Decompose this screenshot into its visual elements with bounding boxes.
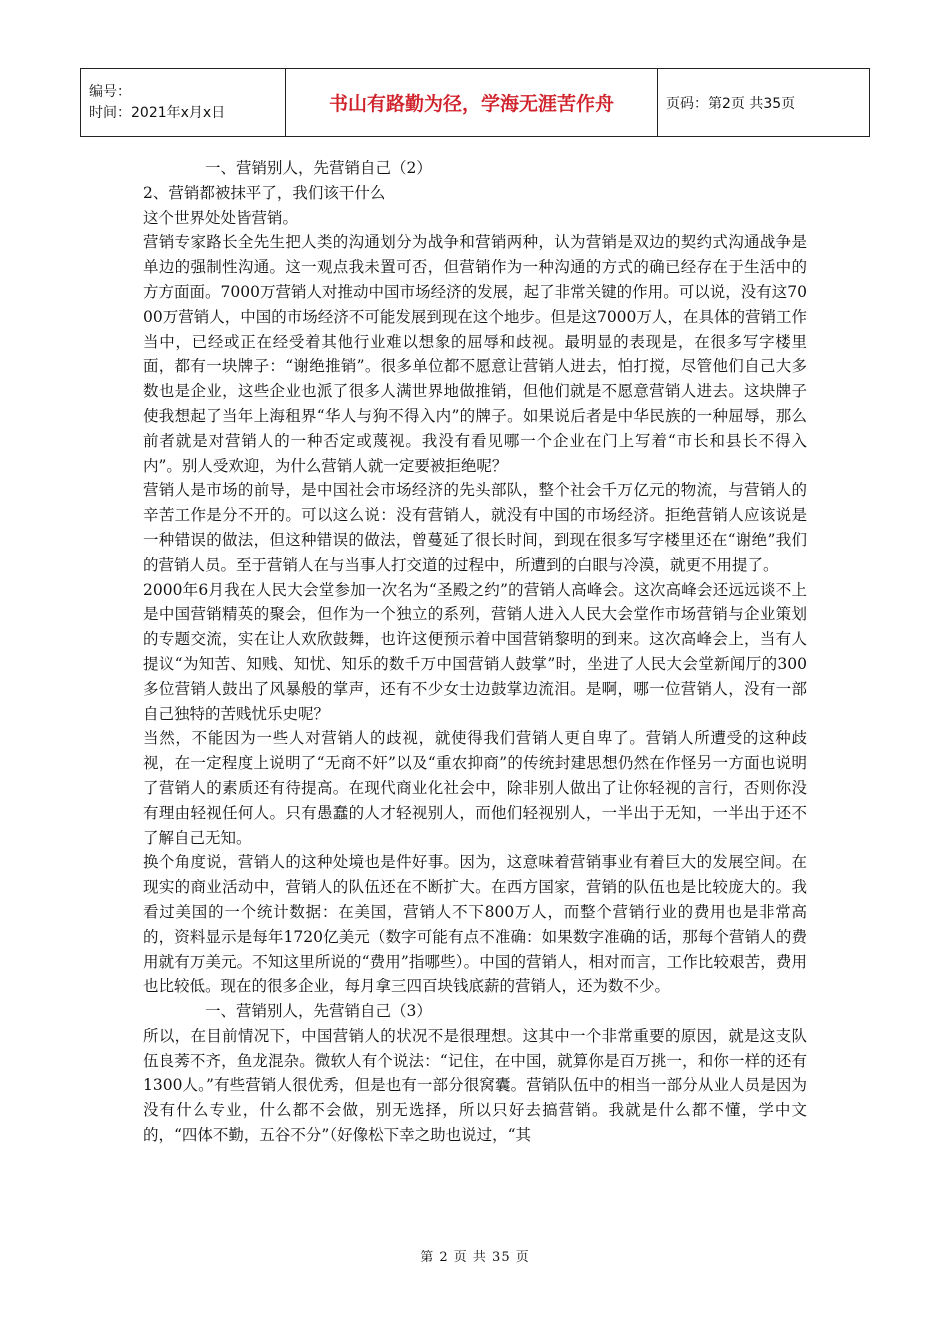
paragraph: 2000年6月我在人民大会堂参加一次名为“圣殿之约”的营销人高峰会。这次高峰会还远远谈不上是中国营销精英的聚会，但作为一个独立的系列，营销人进入人民大会堂作市场营销与企业策划的专题交流，实在让人欢欣鼓舞，也许这便预示着中国营销黎明的到来。这次高峰会上，当有人提议“为知苦、知贱、知忧、知乐的数千万中国营销人鼓掌”时，坐进了人民大会堂新闻厅的300多位营销人鼓出了风暴般的掌声，还有不少女士边鼓掌边流泪。是啊，哪一位营销人，没有一部自己独特的苦贱忧乐史呢？ [143,580,807,723]
document-header [80,68,870,137]
paragraph: 营销专家路长全先生把人类的沟通划分为战争和营销两种，认为营销是双边的契约式沟通战争是单边的强制性沟通。这一观点我未置可否，但营销作为一种沟通的方式的确已经存在于生活中的方方面面。7000万营销人对推动中国市场经济的发展，起了非常关键的作用。可以说，没有这7000万营销人，中国的市场经济不可能发展到现在这个地步。但是这7000万人，在具体的营销工作当中，已经或正在经受着其他行业难以想象的屈辱和歧视。最明显的表现是，在很多写字楼里面，都有一块牌子：“谢绝推销”。很多单位都不愿意让营销人进去，怕打搅，尽管他们自己大多数也是企业，这些企业也派了很多人满世界地做推销，但他们就是不愿意营销人进去。这块牌子使我想起了当年上海租界“华人与狗不得入内”的牌子。如果说后者是中华民族的一种屈辱，那么前者就是对营销人的一种否定或蔑视。我没有看见哪一个企业在门上写着“市长和县长不得入内”。别人受欢迎，为什么营销人就一定要被拒绝呢？ [143,233,807,475]
section-heading: 一、营销别人，先营销自己（3） [205,1002,432,1021]
paragraph: 换个角度说，营销人的这种处境也是件好事。因为，这意味着营销事业有着巨大的发展空间。在现实的商业活动中，营销人的队伍还在不断扩大。在西方国家，营销的队伍也是比较庞大的。我看过美国的一个统计数据：在美国，营销人不下800万人，而整个营销行业的费用也是非常高的，资料显示是每年1720亿美元（数字可能有点不准确：如果数字准确的话，那每个营销人的费用就有万美元。不知这里所说的“费用”指哪些）。中国的营销人，相对而言，工作比较艰苦，费用也比较低。现在的很多企业，每月拿三四百块钱底薪的营销人，还为数不少。 [143,853,807,996]
document-body [143,156,807,1148]
section-heading: 一、营销别人，先营销自己（2） [205,159,432,177]
header-motto: 书山有路勤为径，学海无涯苦作舟 [286,69,658,137]
paragraph: 当然，不能因为一些人对营销人的歧视，就使得我们营销人更自卑了。营销人所遭受的这种歧视，在一定程度上说明了“无商不奸”以及“重农抑商”的传统封建思想仍然在作怪另一方面也说明了营销人的素质还有待提高。在现代商业化社会中，除非别人做出了让你轻视的言行，否则你没有理由轻视任何人。只有愚蠢的人才轻视别人，而他们轻视别人，一半出于无知，一半出于还不了解自己无知。 [143,729,807,847]
page-footer: 第 2 页 共 35 页 [420,1250,530,1265]
paragraph: 营销人是市场的前导，是中国社会市场经济的先头部队，整个社会千万亿元的物流，与营销人的辛苦工作是分不开的。可以这么说：没有营销人，就没有中国的市场经济。拒绝营销人应该说是一种错误的做法，但这种错误的做法，曾蔓延了很长时间，到现在很多写字楼里还在“谢绝”我们的营销人员。至于营销人在与当事人打交道的过程中，所遭到的白眼与冷漠，就更不用提了。 [143,481,807,574]
paragraph: 所以，在目前情况下，中国营销人的状况不是很理想。这其中一个非常重要的原因，就是这支队伍良莠不齐，鱼龙混杂。微软人有个说法：“记住，在中国，就算你是百万挑一，和你一样的还有1300人。”有些营销人很优秀，但是也有一部分很窝囊。营销队伍中的相当一部分从业人员是因为没有什么专业，什么都不会做，别无选择，所以只好去搞营销。我就是什么都不懂，学中文的，“四体不勤，五谷不分”（好像松下幸之助也说过，“其 [143,1026,807,1145]
paragraph: 这个世界处处皆营销。 [143,208,299,227]
header-meta-cell [81,69,286,137]
header-page-label: 页码：第2页 共35页 [658,69,870,137]
subsection-title: 2、营销都被抹平了，我们该干什么 [143,183,386,202]
time-label: 时间：2021年x月x日 [89,104,226,121]
number-label: 编号： [89,83,131,100]
